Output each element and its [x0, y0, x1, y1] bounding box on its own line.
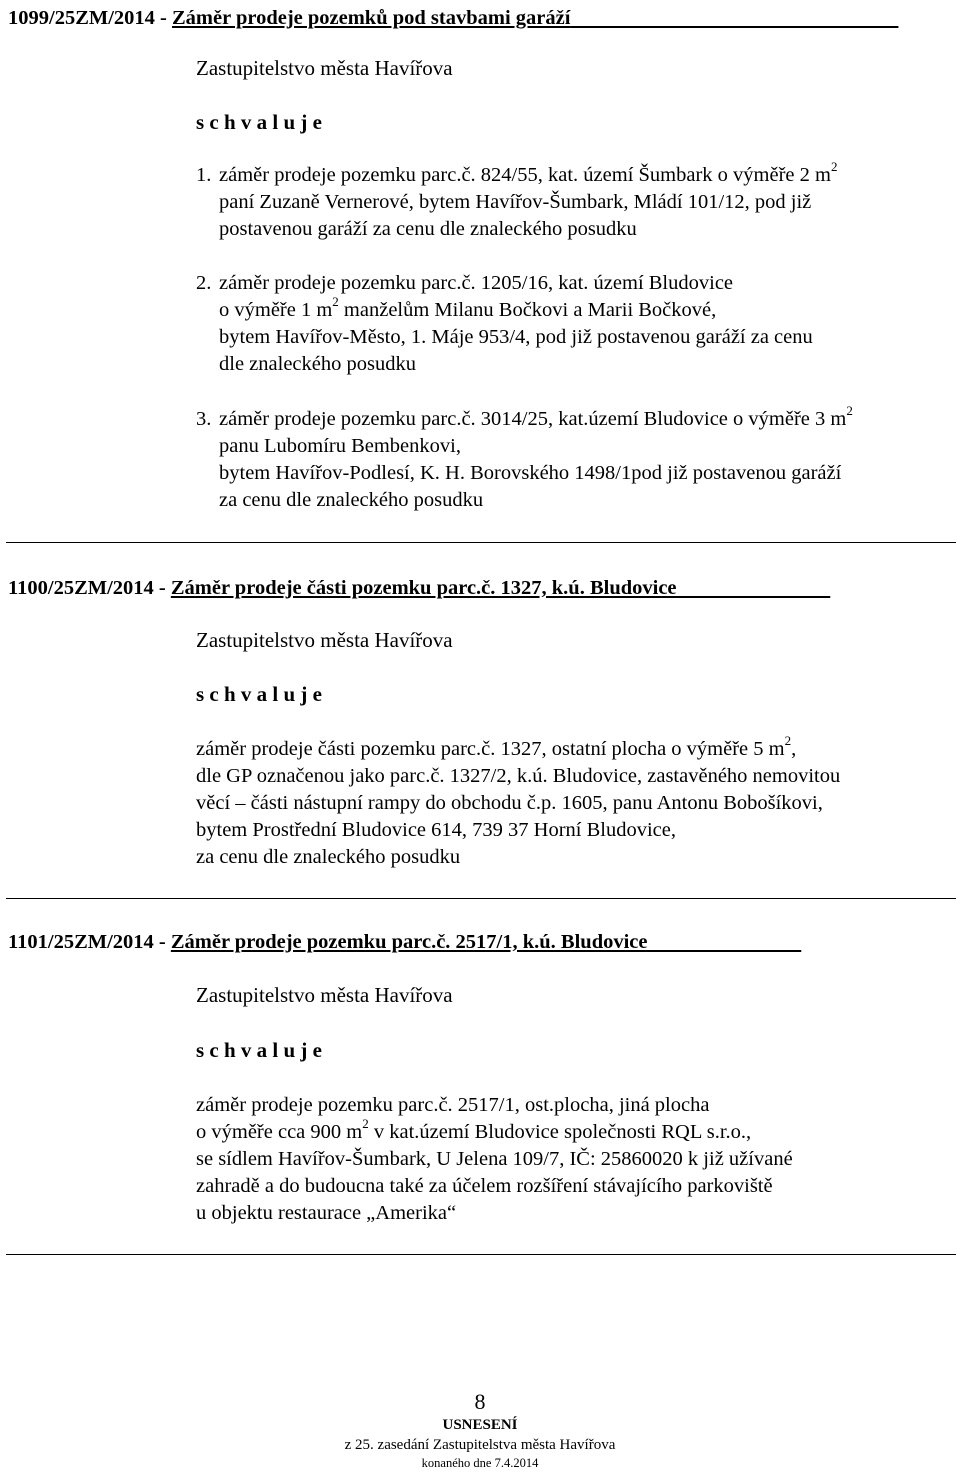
footer-date: konaného dne 7.4.2014 — [421, 1456, 539, 1470]
item-line: paní Zuzaně Vernerové, bytem Havířov-Šumbark, Mládí 101/12, pod již — [219, 191, 812, 213]
resolution-line: za cenu dle znaleckého posudku — [196, 846, 461, 868]
section-divider — [6, 898, 956, 899]
item-line: panu Lubomíru Bembenkovi, — [219, 435, 461, 457]
footer-label: USNESENÍ — [442, 1417, 518, 1433]
item-line: za cenu dle znaleckého posudku — [219, 489, 484, 511]
item-number: 3. — [196, 408, 212, 430]
resolution-line: věcí – části nástupní rampy do obchodu č.p. 1605, panu Antonu Bobošíkovi, — [196, 792, 823, 814]
approve-verb: s c h v a l u j e — [196, 110, 322, 134]
item-number: 1. — [196, 164, 212, 186]
section-title: Záměr prodeje pozemků pod stavbami garáží — [172, 7, 571, 29]
resolution-line: záměr prodeje části pozemku parc.č. 1327, ostatní plocha o výměře 5 $m^2$, — [196, 733, 797, 760]
item-line: záměr prodeje pozemku parc.č. 824/55, kat. území Šumbark o výměře 2 $m^2$ — [219, 159, 838, 186]
section-divider — [6, 1254, 956, 1255]
resolution-line: u objektu restaurace „Amerika“ — [196, 1202, 457, 1224]
item-line: záměr prodeje pozemku parc.č. 1205/16, kat. území Bludovice — [219, 272, 734, 294]
section-divider — [6, 542, 956, 543]
item-line: záměr prodeje pozemku parc.č. 3014/25, kat.území Bludovice o výměře 3 $m^2$ — [219, 403, 853, 430]
section-heading: 1099/25ZM/2014 - Záměr prodeje pozemků pod stavbami garáží — [8, 7, 571, 29]
section-heading: 1101/25ZM/2014 - Záměr prodeje pozemku parc.č. 2517/1, k.ú. Bludovice — [8, 931, 648, 953]
item-line: bytem Havířov-Podlesí, K. H. Borovského 1498/1pod již postavenou garáží — [219, 462, 842, 484]
item-line: o výměře 1 $m^2$ manželům Milanu Bočkovi a Marii Bočkové, — [219, 294, 717, 321]
resolution-line: zahradě a do budoucna také za účelem rozšíření stávajícího parkoviště — [196, 1175, 773, 1197]
resolution-line: o výměře cca 900 $m^2$ v kat.území Bludovice společnosti RQL s.r.o., — [196, 1116, 752, 1143]
council-name: Zastupitelstvo města Havířova — [196, 983, 453, 1007]
council-name: Zastupitelstvo města Havířova — [196, 628, 453, 652]
section-title: Záměr prodeje pozemku parc.č. 2517/1, k.ú. Bludovice — [170, 931, 648, 953]
item-line: dle znaleckého posudku — [219, 353, 416, 375]
council-name: Zastupitelstvo města Havířova — [196, 56, 453, 80]
item-line: postavenou garáží za cenu dle znaleckého posudku — [219, 218, 637, 240]
item-number: 2. — [196, 272, 212, 294]
resolution-line: bytem Prostřední Bludovice 614, 739 37 Horní Bludovice, — [196, 819, 676, 841]
approve-verb: s c h v a l u j e — [196, 682, 322, 706]
resolution-line: záměr prodeje pozemku parc.č. 2517/1, ost.plocha, jiná plocha — [196, 1094, 710, 1116]
resolution-line: se sídlem Havířov-Šumbark, U Jelena 109/7, IČ: 25860020 k již užívané — [196, 1148, 793, 1170]
section-heading: 1100/25ZM/2014 - Záměr prodeje části pozemku parc.č. 1327, k.ú. Bludovice — [8, 577, 677, 599]
footer-session: z 25. zasedání Zastupitelstva města Havířova — [344, 1437, 616, 1453]
page-number: 8 — [474, 1389, 486, 1414]
resolution-line: dle GP označenou jako parc.č. 1327/2, k.ú. Bludovice, zastavěného nemovitou — [196, 765, 841, 787]
approve-verb: s c h v a l u j e — [196, 1038, 322, 1062]
item-line: bytem Havířov-Město, 1. Máje 953/4, pod již postavenou garáží za cenu — [219, 326, 813, 348]
section-title: Záměr prodeje části pozemku parc.č. 1327, k.ú. Bludovice — [170, 577, 677, 599]
